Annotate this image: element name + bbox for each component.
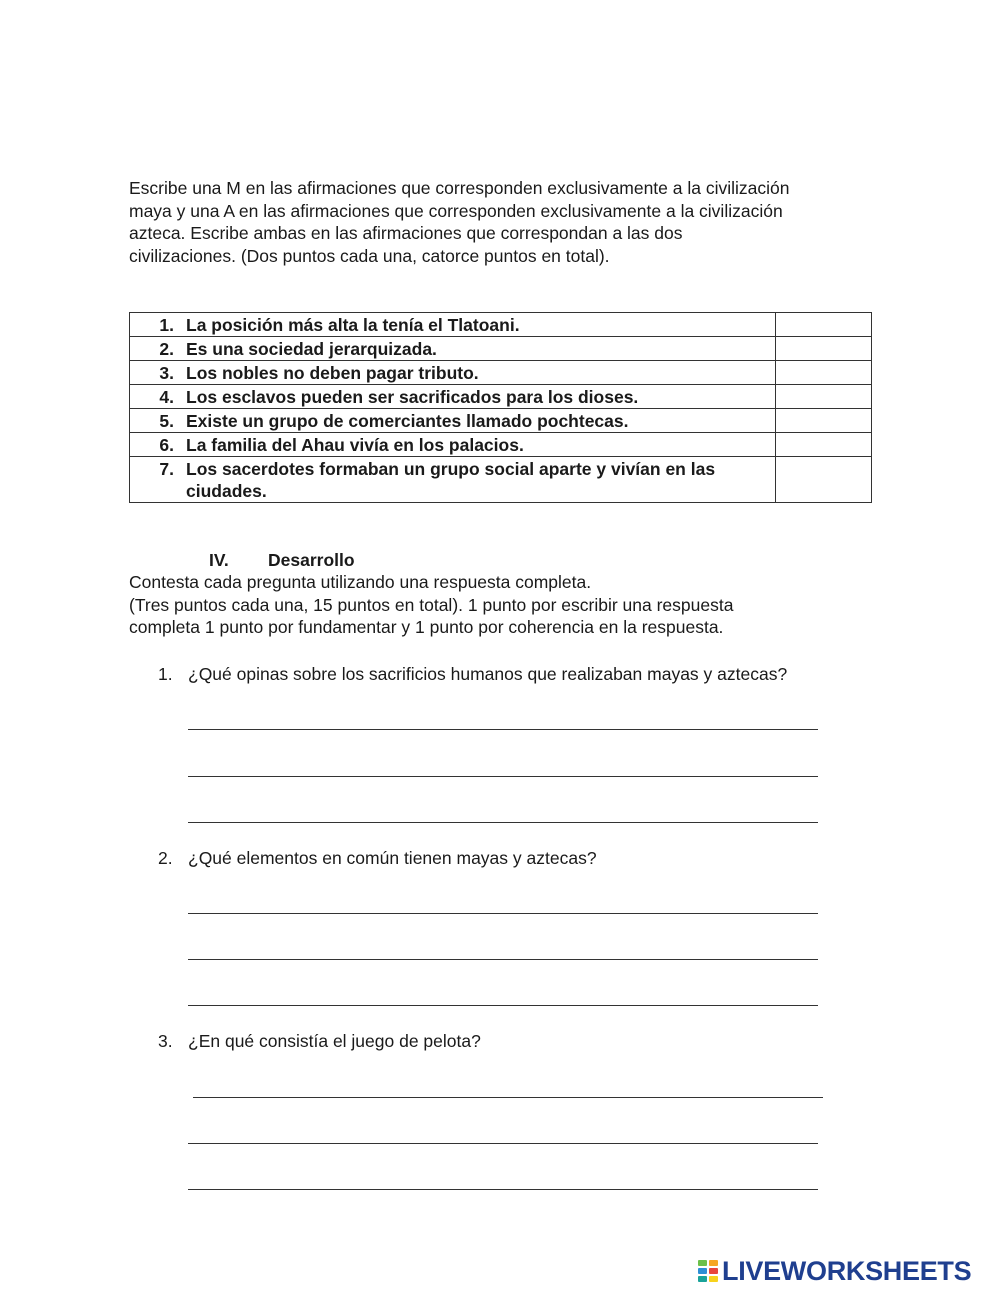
statement-number: 6. — [159, 435, 174, 455]
statement-number: 3. — [159, 363, 174, 383]
statement-number: 7. — [159, 459, 174, 479]
instructions-line: civilizaciones. (Dos puntos cada una, catorce puntos en total). — [129, 245, 610, 266]
answer-cell[interactable] — [776, 433, 872, 457]
statement-text: Los sacerdotes formaban un grupo social aparte y vivían en las ciudades. — [186, 459, 716, 501]
answer-cell[interactable] — [776, 457, 872, 503]
answer-line[interactable] — [188, 822, 818, 823]
section-heading — [209, 549, 355, 571]
answer-cell[interactable] — [776, 361, 872, 385]
answer-line[interactable] — [188, 1189, 818, 1190]
section-line: completa 1 punto por fundamentar y 1 punto por coherencia en la respuesta. — [129, 617, 724, 637]
answer-line[interactable] — [193, 1097, 823, 1098]
question-number: 3. — [158, 1031, 173, 1051]
statement-number: 2. — [159, 339, 174, 359]
statement-text: La posición más alta la tenía el Tlatoani. — [186, 315, 520, 335]
question-number: 1. — [158, 664, 173, 684]
question-text: ¿Qué elementos en común tienen mayas y aztecas? — [188, 848, 597, 868]
instructions — [129, 177, 889, 267]
question-1 — [158, 663, 787, 685]
question-text: ¿Qué opinas sobre los sacrificios humanos que realizaban mayas y aztecas? — [188, 664, 788, 684]
answer-cell[interactable] — [776, 409, 872, 433]
table-row — [130, 337, 872, 361]
answer-line[interactable] — [188, 1005, 818, 1006]
answer-line[interactable] — [188, 1143, 818, 1144]
table-row — [130, 313, 872, 337]
answer-cell[interactable] — [776, 337, 872, 361]
question-3 — [158, 1030, 481, 1052]
table-row — [130, 385, 872, 409]
statements-table — [129, 312, 872, 503]
table-row — [130, 457, 872, 503]
table-row — [130, 433, 872, 457]
table-row — [130, 409, 872, 433]
answer-line[interactable] — [188, 959, 818, 960]
answer-cell[interactable] — [776, 313, 872, 337]
section-number: IV. — [209, 550, 229, 570]
section-instructions — [129, 571, 889, 639]
logo-text: LIVEWORKSHEETS — [722, 1255, 972, 1286]
table-row — [130, 361, 872, 385]
statement-text: Existe un grupo de comerciantes llamado pochtecas. — [186, 411, 629, 431]
answer-line[interactable] — [188, 729, 818, 730]
instructions-line: azteca. Escribe ambas en las afirmaciones que correspondan a las dos — [129, 223, 683, 243]
question-2 — [158, 847, 597, 869]
liveworksheets-logo — [697, 1257, 971, 1285]
statement-number: 5. — [159, 411, 174, 431]
question-text: ¿En qué consistía el juego de pelota? — [188, 1031, 481, 1051]
statement-text: Los nobles no deben pagar tributo. — [186, 363, 479, 383]
instructions-line: Escribe una M en las afirmaciones que corresponden exclusivamente a la civilización — [129, 178, 790, 198]
answer-cell[interactable] — [776, 385, 872, 409]
section-title: Desarrollo — [268, 550, 355, 570]
statement-text: Es una sociedad jerarquizada. — [186, 339, 437, 359]
statement-number: 4. — [159, 387, 174, 407]
answer-line[interactable] — [188, 776, 818, 777]
statement-number: 1. — [159, 315, 174, 335]
logo-blocks-icon — [697, 1259, 719, 1283]
question-number: 2. — [158, 848, 173, 868]
answer-line[interactable] — [188, 913, 818, 914]
instructions-line: maya y una A en las afirmaciones que corresponden exclusivamente a la civilización — [129, 200, 783, 221]
statement-text: La familia del Ahau vivía en los palacios. — [186, 435, 524, 455]
section-line: (Tres puntos cada una, 15 puntos en total). 1 punto por escribir una respuesta — [129, 594, 734, 615]
statement-text: Los esclavos pueden ser sacrificados para los dioses. — [186, 387, 639, 407]
section-line: Contesta cada pregunta utilizando una respuesta completa. — [129, 572, 592, 592]
